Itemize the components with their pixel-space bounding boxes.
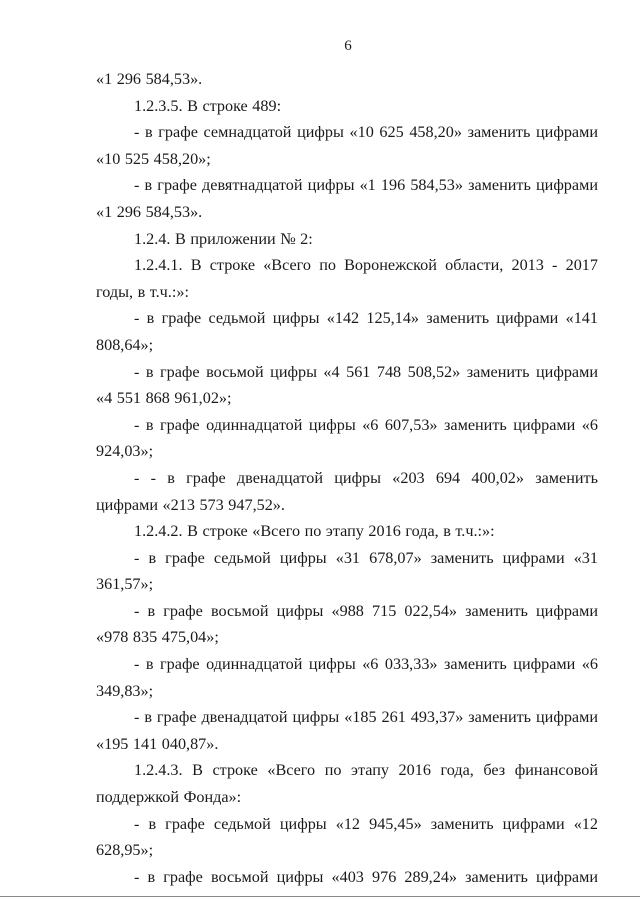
- paragraph: - - в графе двенадцатой цифры «203 694 400,02» заменить цифрами «213 573 947,52».: [96, 468, 598, 514]
- page-number: 6: [344, 38, 352, 54]
- paragraph: - в графе одиннадцатой цифры «6 033,33» заменить цифрами «6 349,83»;: [96, 655, 598, 700]
- paragraph: - в графе восьмой цифры «4 561 748 508,52» заменить цифрами «4 551 868 961,02»;: [96, 362, 598, 408]
- page-edge-line: [0, 896, 640, 897]
- paragraph: - в графе седьмой цифры «142 125,14» заменить цифрами «141 808,64»;: [96, 309, 598, 354]
- paragraph: - в графе восьмой цифры «988 715 022,54» заменить цифрами «978 835 475,04»;: [96, 601, 598, 647]
- paragraph: - в графе одиннадцатой цифры «6 607,53» заменить цифрами «6 924,03»;: [96, 415, 598, 461]
- paragraph: 1.2.4.2. В строке «Всего по этапу 2016 года, в т.ч.:»:: [134, 522, 495, 541]
- paragraph: - в графе восьмой цифры «403 976 289,24» заменить цифрами: [134, 867, 598, 886]
- paragraph: - в графе седьмой цифры «31 678,07» заменить цифрами «31 361,57»;: [96, 548, 598, 594]
- document-body: [96, 66, 598, 890]
- paragraph: 1.2.4. В приложении № 2:: [134, 229, 313, 248]
- paragraph: 1.2.4.1. В строке «Всего по Воронежской области, 2013 - 2017 годы, в т.ч.:»:: [96, 256, 598, 301]
- paragraph: - в графе седьмой цифры «12 945,45» заменить цифрами «12 628,95»;: [96, 814, 598, 860]
- paragraph: - в графе девятнадцатой цифры «1 196 584,53» заменить цифрами «1 296 584,53».: [96, 176, 598, 221]
- paragraph: 1.2.4.3. В строке «Всего по этапу 2016 года, без финансовой поддержкой Фонда»:: [96, 761, 598, 807]
- paragraph: - в графе семнадцатой цифры «10 625 458,20» заменить цифрами «10 525 458,20»;: [96, 123, 598, 168]
- paragraph: - в графе двенадцатой цифры «185 261 493,37» заменить цифрами «195 141 040,87».: [96, 708, 598, 753]
- paragraph: «1 296 584,53».: [96, 70, 203, 88]
- paragraph: 1.2.3.5. В строке 489:: [134, 96, 282, 115]
